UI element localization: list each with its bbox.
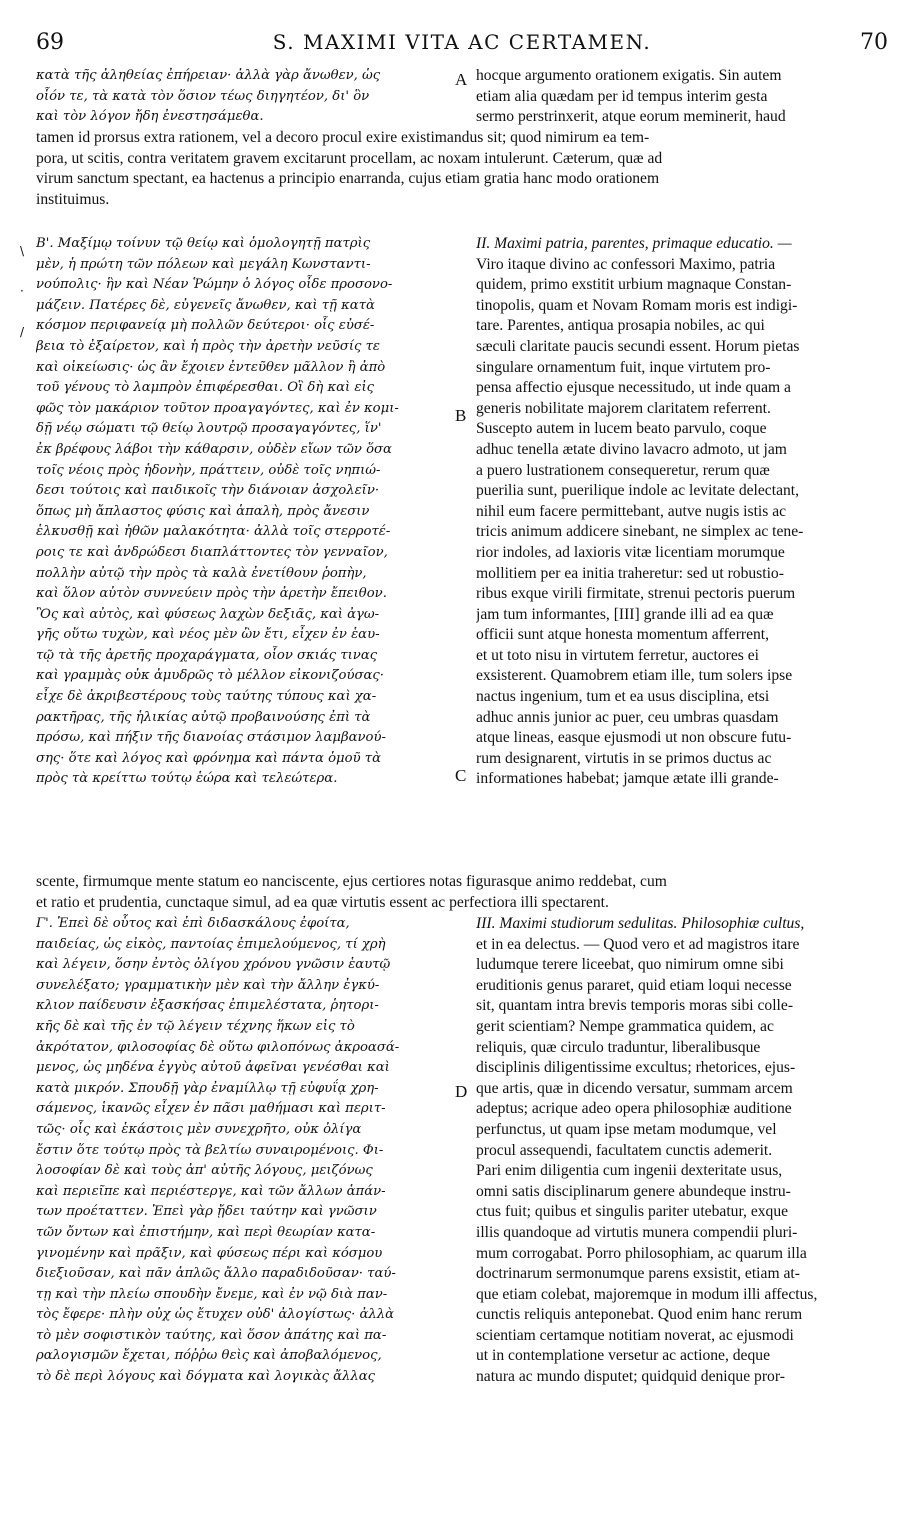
- latin-line: etiam alia quædam per id tempus interim gesta: [476, 87, 768, 105]
- greek-line: καὶ οἰκείωσις· ὡς ἂν ἔχοιεν ἐντεῦθεν μᾶλλον ἢ ἀπὸ: [36, 359, 386, 375]
- greek-line: κόσμον περιφανείᾳ μὴ πολλῶν δεύτεροι· οἷς εὐσέ-: [36, 318, 375, 334]
- greek-line: συνελέξατο; γραμματικὴν μὲν καὶ τὴν ἄλλην ἐγκύ-: [36, 977, 380, 993]
- margin-tick-mark: \: [20, 244, 25, 258]
- latin-line: disciplinis diligentissime excultus; rhetorices, ejus-: [476, 1059, 796, 1077]
- greek-line: σάμενος, ἱκανῶς εἶχεν ἐν πᾶσι μαθήμασι καὶ περιτ-: [36, 1101, 386, 1117]
- greek-line: ὅπως μὴ ἄπλαστος φύσις καὶ ἁπαλὴ, πρὸς ἄνεσιν: [36, 503, 370, 519]
- running-title: S. MAXIMI VITA AC CERTAMEN.: [272, 30, 652, 54]
- greek-line: πρόσω, καὶ πήξιν τῆς διανοίας στάσιμον λαμβανού-: [36, 730, 386, 746]
- greek-line: ἐκ βρέφους λάβοι τὴν κάθαρσιν, οὐδὲν εἴων τῶν ὅσα: [36, 441, 392, 457]
- margin-letter-d: D: [455, 1082, 468, 1101]
- greek-line: λοσοφίαν δὲ καὶ τοὺς ἀπ' αὐτῆς λόγους, μειζόνως: [36, 1163, 373, 1179]
- latin-line: tamen id prorsus extra rationem, vel a decoro procul exire existimandus sit; quod nimirum ea tem-: [36, 129, 650, 146]
- greek-line: κλιον παίδευσιν ἐξασκήσας ἐπιμελέστατα, ῥητορι-: [36, 998, 379, 1014]
- latin-line: scente, firmumque mente statum eo nanciscente, ejus certiores notas figurasque animo reddebat, cum: [36, 873, 667, 890]
- latin-line: atque lineas, easque ejusmodi ut non obscure futu-: [476, 729, 792, 747]
- latin-line: puerilia sunt, puerilique indole ac levitate delectant,: [476, 482, 800, 500]
- latin-line: cunctis reliquis anteponebat. Quod enim hanc rerum: [476, 1306, 803, 1324]
- latin-line: rior indoles, ad laxioris vitæ licentiam morumque: [476, 543, 785, 561]
- latin-line: pora, ut scitis, contra veritatem gravem excitarunt procellam, ac noxam intulerunt. Cæterum, quæ ad: [36, 149, 663, 167]
- greek-line: ἀκρότατον, φιλοσοφίας δὲ οὕτω φιλοπόνως ἀκροασά-: [36, 1039, 400, 1055]
- latin-line: adeptus; acrique adeo opera philosophiæ auditione: [476, 1100, 792, 1118]
- section-two-full-width-latin: [36, 872, 888, 913]
- greek-line: ροις τε καὶ ἀνδρώδεσι διαπλάττοντες τὸν γενναῖον,: [36, 544, 388, 560]
- greek-line: τὸ δὲ περὶ λόγους καὶ δόγματα καὶ λογικὰς ἄλλας: [36, 1369, 376, 1385]
- latin-line: quidem, primo exstitit urbium magnaque Constan-: [476, 276, 792, 294]
- latin-line: et ut toto nisu in virtutem ferretur, auctores ei: [476, 646, 760, 664]
- latin-line: hocque argumento orationem exigatis. Sin autem: [476, 67, 782, 84]
- greek-line: τοῖς νέοις πρὸς ἡδονὴν, πράττειν, οὐδὲ τοῖς νηπιώ-: [36, 462, 381, 478]
- latin-line: instituimus.: [36, 190, 110, 208]
- greek-line: πολλὴν αὐτῷ τὴν πρὸς τὰ καλὰ ἐνετίθουν ῥοπὴν,: [36, 565, 367, 581]
- margin-letter-c: C: [455, 766, 467, 785]
- top-greek-column: [36, 66, 454, 128]
- latin-line: sæculi claritate paucis secundi essent. Horum pietas: [476, 337, 800, 355]
- latin-line: informationes habebat; jamque ætate illi grande-: [476, 770, 779, 788]
- margin-letter-a: A: [455, 70, 468, 89]
- latin-line: doctrinarum sermonumque parens exsistit, etiam at-: [476, 1265, 800, 1283]
- greek-line: κατὰ μικρόν. Σπουδῇ γὰρ ἐναμίλλῳ τῇ εὐφυΐᾳ χρη-: [36, 1080, 379, 1096]
- greek-line: ρακτῆρας, τῆς ἡλικίας αὐτῷ προβαινούσης ἐπὶ τὰ: [36, 709, 371, 725]
- latin-line: a puero lustrationem consequeretur, rerum quæ: [476, 461, 770, 479]
- section-two-latin-column: [476, 234, 888, 790]
- latin-line: pensa affectio ejusque necessitudo, ut inde quam a: [476, 379, 791, 397]
- greek-line: τοῦ γένους τὸ λαμπρὸν ἐπιφέρεσθαι. Οἳ δὴ καὶ εἰς: [36, 380, 374, 396]
- latin-line: perfunctus, ut quam ipse metam modumque, vel: [476, 1120, 777, 1138]
- latin-line: ctus fuit; quibus et singulis pariter utebatur, exque: [476, 1203, 789, 1221]
- latin-line: mum corrogabat. Porro philosophiam, ac quarum illa: [476, 1244, 807, 1262]
- greek-line: τῶν ὄντων καὶ ἐπιστήμην, καὶ περὶ θεωρίαν κατα-: [36, 1224, 376, 1240]
- margin-tick-mark: /: [20, 325, 25, 339]
- section-heading: II. Maximi patria, parentes, primaque educatio. —: [476, 235, 792, 252]
- greek-line: καὶ περιεῖπε καὶ περιέστεργε, καὶ τῶν ἄλλων ἁπάν-: [36, 1183, 386, 1199]
- greek-line: οἷόν τε, τὰ κατὰ τὸν ὅσιον τέως διηγητέον, δι' ὃν: [36, 88, 370, 104]
- greek-line: κατὰ τῆς ἀληθείας ἐπήρειαν· ἀλλὰ γὰρ ἄνωθεν, ὡς: [36, 68, 381, 83]
- greek-line: σης· ὅτε καὶ λόγος καὶ φρόνημα καὶ πάντα ὁμοῦ τὰ: [36, 750, 381, 766]
- latin-line: jam tum informantes, [III] grande illi ad ea quæ: [476, 605, 774, 623]
- latin-line: procul assequendi, facultatem cunctis ademerit.: [476, 1141, 773, 1159]
- greek-line: τῃ καὶ τὴν πλείω σπουδὴν ἔνεμε, καὶ ἐν νῷ διὰ παν-: [36, 1286, 388, 1302]
- latin-line: illis quandoque ad virtutis munera compendii pluri-: [476, 1223, 798, 1241]
- margin-letter-b: B: [455, 406, 467, 425]
- greek-line: καὶ γραμμὰς οὐκ ἀμυδρῶς τὸ μέλλον εἰκονιζούσας·: [36, 668, 384, 684]
- greek-line: ἔστιν ὅτε τούτῳ πρὸς τὰ βελτίω συναιρομένοις. Φι-: [36, 1142, 384, 1158]
- latin-line: generis nobilitate majorem claritatem referrent.: [476, 399, 771, 417]
- latin-line: adhuc annis junior ac puer, ceu umbras quasdam: [476, 708, 779, 726]
- latin-line: que artis, quæ in dicendo versatur, summam arcem: [476, 1079, 793, 1097]
- latin-line: tricis animum addicere sinebant, ne simplex ac tene-: [476, 523, 804, 541]
- greek-line: γῆς οὕτω τυχὼν, καὶ νέος μὲν ὢν ἔτι, εἶχεν ἐν ἑαυ-: [36, 627, 380, 643]
- latin-line: tinopolis, quam et Novam Romam moris est indigi-: [476, 296, 798, 314]
- greek-line: τὸς ἔφερε· πλὴν οὐχ ὡς ἔτυχεν οὐδ' ἀλογίστως· ἀλλὰ: [36, 1307, 395, 1323]
- section-two-greek-column: [36, 234, 454, 790]
- running-header: [0, 30, 924, 56]
- greek-line: Γ'. Ἐπεὶ δὲ οὗτος καὶ ἐπὶ διδασκάλους ἐφοίτα,: [36, 916, 350, 931]
- greek-line: τῶς· οἷς καὶ ἑκάστοις μὲν συνεχρῆτο, οὐκ ὀλίγα: [36, 1121, 362, 1137]
- greek-line: καὶ ὅλον αὐτὸν συννεύειν πρὸς τὴν ἀρετὴν ἔπειθον.: [36, 586, 387, 602]
- latin-line: nihil eum facere permittebant, autve nugis istis ac: [476, 502, 787, 520]
- section-three-greek-column: [36, 914, 454, 1388]
- latin-line: exsisterent. Quamobrem etiam ille, tum solers ipse: [476, 667, 793, 685]
- greek-line: εἶχε δὲ ἀκριβεστέρους τοὺς ταύτης τύπους καὶ χα-: [36, 689, 377, 705]
- greek-line: παιδείας, ὡς εἰκὸς, παντοίας ἐπιμελούμενος, τί χρὴ: [36, 936, 386, 952]
- latin-line: sit, quantam intra brevis temporis moras sibi colle-: [476, 997, 794, 1015]
- greek-line: καὶ λέγειν, ὅσην ἐντὸς ὀλίγου χρόνου γνῶσιν ἑαυτῷ: [36, 957, 391, 973]
- latin-line: scientiam certamque notitiam noverat, ac ejusmodi: [476, 1326, 794, 1344]
- greek-line: ἑλκυσθῇ καὶ ἠθῶν μαλακότητα· ἀλλὰ τοῖς στερροτέ-: [36, 524, 391, 540]
- greek-line: τὸ μὲν σοφιστικὸν ταύτης, καὶ ὅσον ἀπάτης καὶ πα-: [36, 1327, 387, 1343]
- latin-line: Pari enim diligentia cum ingenii dexteritate usus,: [476, 1162, 783, 1180]
- greek-line: ραλογισμῶν ἔχεται, πόῤῥω θεὶς καὶ ἀποβαλόμενος,: [36, 1348, 382, 1364]
- latin-line: et ratio et prudentia, cunctaque simul, ad ea quæ virtutis essent ac perfectiora illi spectarent.: [36, 893, 609, 911]
- latin-line: adhuc tenella ætate divino lavacro admoto, ut jam: [476, 440, 787, 458]
- greek-line: των προέταττεν. Ἐπεὶ γὰρ ᾔδει ταύτην καὶ γνῶσιν: [36, 1204, 377, 1220]
- greek-line: βεια τὸ ἐξαίρετον, καὶ ἡ πρὸς τὴν ἀρετὴν νεῦσίς τε: [36, 338, 381, 354]
- latin-line: natura ac mundo disputet; quidquid denique pror-: [476, 1368, 785, 1386]
- latin-line: gerit scientiam? Nempe grammatica quidem, ac: [476, 1017, 774, 1035]
- latin-line: mollitiem per ea initia traheretur: sed ut robustio-: [476, 564, 784, 582]
- greek-line: Β'. Μαξίμῳ τοίνυν τῷ θείῳ καὶ ὁμολογητῇ πατρὶς: [36, 236, 371, 251]
- latin-line: tare. Parentes, antiqua prosapia nobiles, ac qui: [476, 317, 765, 335]
- greek-line: κῆς δὲ καὶ τῆς ἐν τῷ λέγειν τέχνης ἥκων εἰς τὸ: [36, 1018, 355, 1034]
- latin-line: Viro itaque divino ac confessori Maximo, patria: [476, 255, 776, 273]
- margin-tick-mark: ·: [20, 284, 24, 298]
- latin-line: singulare ornamentum fuit, inque virtutem pro-: [476, 358, 771, 376]
- section-heading: III. Maximi studiorum sedulitas. Philosophiæ cultus,: [476, 915, 805, 932]
- latin-line: virum sanctum spectant, ea hactenus a principio enarranda, cujus etiam gratia hanc modo orationem: [36, 170, 660, 188]
- latin-line: ludumque terere liceebat, quo nimirum omne sibi: [476, 956, 784, 974]
- greek-line: διεξιοῦσαν, καὶ πᾶν ἁπλῶς ἄλλο παραδιδοῦσαν· ταύ-: [36, 1266, 396, 1282]
- greek-line: δῇ νέῳ σώματι τῷ θείῳ λουτρῷ προσαγαγόντες, ἵν': [36, 421, 382, 437]
- latin-line: officii sunt atque honesta momentum afferrent,: [476, 626, 770, 644]
- greek-line: καὶ τὸν λόγον ἤδη ἐνεστησάμεθα.: [36, 109, 264, 125]
- greek-line: Ὃς καὶ αὐτὸς, καὶ φύσεως λαχὼν δεξιᾶς, καὶ ἀγω-: [36, 606, 380, 622]
- greek-line: πρὸς τὰ κρείττω τούτῳ ἑώρα καὶ τελεώτερα.: [36, 771, 338, 787]
- greek-line: μὲν, ἡ πρώτη τῶν πόλεων καὶ μεγάλη Κωνσταντι-: [36, 256, 371, 272]
- greek-line: μάζειν. Πατέρες δὲ, εὐγενεῖς ἄνωθεν, καὶ τῇ κατὰ: [36, 297, 375, 313]
- latin-line: Suscepto autem in lucem beato parvulo, coque: [476, 420, 767, 438]
- latin-line: sermo perstrinxerit, atque eorum meminerit, haud: [476, 108, 786, 126]
- latin-line: que etiam colebat, majoremque in modum illi affectus,: [476, 1285, 818, 1303]
- page-number-left: 69: [36, 30, 64, 55]
- greek-line: δεσι τούτοις καὶ παιδικοῖς τὴν διάνοιαν ἀσχολεῖν·: [36, 483, 380, 499]
- latin-line: ut in contemplatione versetur ac actione, deque: [476, 1347, 770, 1365]
- page-number-right: 70: [860, 30, 888, 55]
- top-latin-column: [476, 66, 888, 128]
- greek-line: φῶς τὸν μακάριον τοῦτον προαγαγόντες, καὶ ἐν κομι-: [36, 400, 399, 416]
- latin-line: ribus exque virili firmitate, strenui pectoris puerum: [476, 585, 796, 603]
- latin-line: omni satis disciplinarum genere abundeque instru-: [476, 1182, 791, 1200]
- latin-line: et in ea delectus. — Quod vero et ad magistros itare: [476, 935, 800, 953]
- section-three-latin-column: [476, 914, 888, 1388]
- greek-line: μενος, ὡς μηδένα ἐγγὺς αὐτοῦ ἀφεῖναι γενέσθαι καὶ: [36, 1060, 390, 1076]
- latin-line: rum designarent, virtutis in se primos ductus ac: [476, 749, 772, 767]
- greek-line: γινομένην καὶ πρᾶξιν, καὶ φύσεως πέρι καὶ κόσμου: [36, 1245, 383, 1261]
- greek-line: νούπολις· ἣν καὶ Νέαν Ῥώμην ὁ λόγος οἶδε προσονο-: [36, 277, 393, 293]
- latin-line: nactus ingenium, tum et ea usus disciplina, etsi: [476, 688, 770, 706]
- greek-line: τῷ τὰ τῆς ἀρετῆς προχαράγματα, οἷον σκιάς τινας: [36, 647, 378, 663]
- latin-line: eruditionis genus pararet, quid etiam loqui necesse: [476, 976, 792, 994]
- top-full-width-latin: [36, 128, 888, 210]
- latin-line: reliquis, quæ circulo traduntur, liberalibusque: [476, 1038, 761, 1056]
